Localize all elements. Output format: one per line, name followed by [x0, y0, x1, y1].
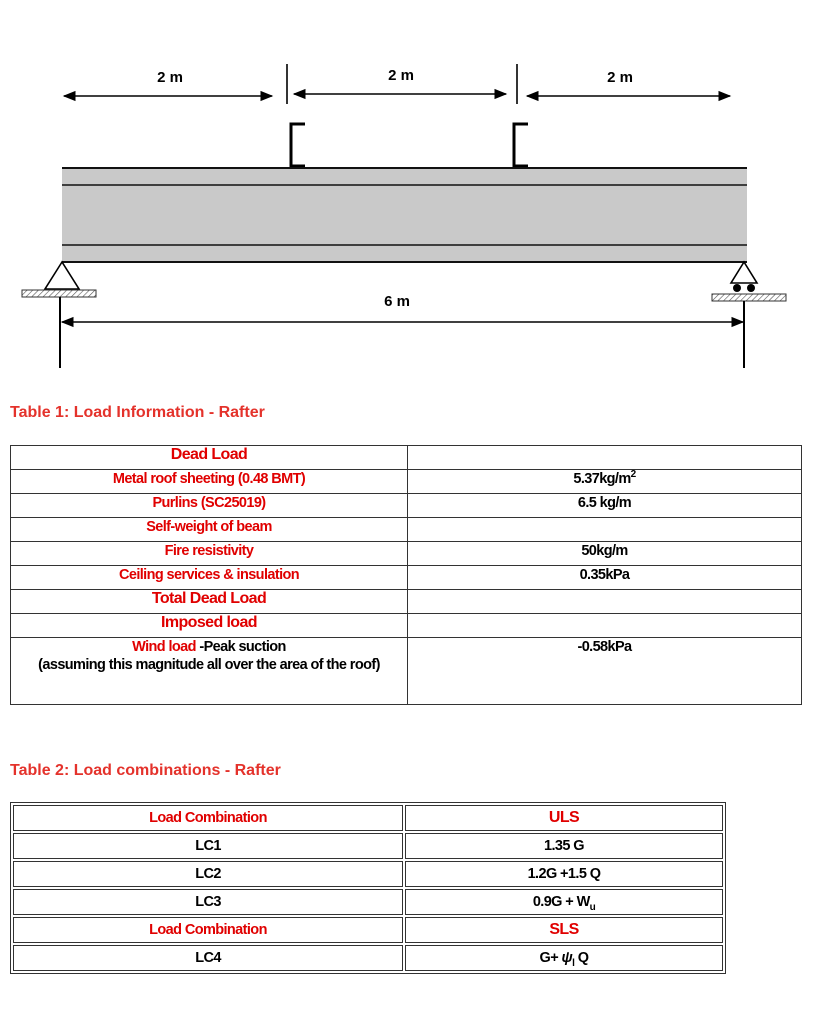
row-value: [405, 889, 723, 915]
row-label: Metal roof sheeting (0.48 BMT): [11, 470, 408, 494]
row-label: Ceiling services & insulation: [11, 566, 408, 590]
table-row: [13, 889, 723, 915]
wind-load-suffix: -Peak suction: [195, 639, 286, 655]
table-row: [11, 590, 802, 614]
row-value: [408, 470, 802, 494]
table-row: [13, 805, 723, 831]
span-label-2: 2 m: [388, 67, 414, 84]
row-label: Dead Load: [11, 446, 408, 470]
value-text: 0.9G + W: [532, 894, 590, 910]
table-row: [11, 494, 802, 518]
wind-load-note: (assuming this magnitude all over the area of the roof): [38, 657, 380, 673]
row-value: SLS: [405, 917, 723, 943]
row-value: [408, 446, 802, 470]
row-label: LC2: [13, 861, 403, 887]
value-end: Q: [577, 950, 589, 966]
load-combinations-table: [10, 802, 726, 974]
row-label: [11, 638, 408, 705]
wind-load-label: Wind load: [132, 639, 196, 655]
table1-caption: Table 1: Load Information - Rafter: [10, 404, 265, 421]
row-value: [405, 945, 723, 971]
row-value: ULS: [405, 805, 723, 831]
table-row: [11, 614, 802, 638]
table-row: [13, 917, 723, 943]
pin-support-left: [22, 262, 96, 368]
table-row: [13, 861, 723, 887]
value-subscript: u: [589, 901, 596, 913]
purlin-1: [291, 124, 305, 166]
total-span-label: 6 m: [384, 293, 410, 310]
row-label: Purlins (SC25019): [11, 494, 408, 518]
row-value: 1.35 G: [405, 833, 723, 859]
row-label: LC4: [13, 945, 403, 971]
purlin-2: [514, 124, 528, 166]
rafter-beam: [62, 168, 747, 262]
row-value: [408, 590, 802, 614]
row-label: Self-weight of beam: [11, 518, 408, 542]
table-row: [11, 542, 802, 566]
beam-diagram: [0, 0, 813, 380]
table-row: [13, 833, 723, 859]
row-value: [408, 518, 802, 542]
table-row: [11, 518, 802, 542]
value-text: 5.37kg/m: [573, 471, 631, 487]
table-row: [11, 566, 802, 590]
span-label-1: 2 m: [157, 69, 183, 86]
load-information-table: [10, 445, 802, 705]
row-value: 50kg/m: [408, 542, 802, 566]
roller-support-right: [712, 262, 786, 368]
span-label-3: 2 m: [607, 69, 633, 86]
row-label: Load Combination: [13, 805, 403, 831]
row-label: Load Combination: [13, 917, 403, 943]
row-label: LC1: [13, 833, 403, 859]
row-value: 6.5 kg/m: [408, 494, 802, 518]
table-row: [11, 446, 802, 470]
row-label: Fire resistivity: [11, 542, 408, 566]
row-label: Imposed load: [11, 614, 408, 638]
row-value: -0.58kPa: [408, 638, 802, 705]
value-superscript: 2: [630, 469, 636, 481]
row-value: 1.2G +1.5 Q: [405, 861, 723, 887]
psi-subscript: l: [572, 957, 575, 969]
row-label: Total Dead Load: [11, 590, 408, 614]
table-row: [13, 945, 723, 971]
psi-symbol: ψ: [561, 950, 573, 966]
table2-caption: Table 2: Load combinations - Rafter: [10, 762, 281, 779]
table-row: [11, 638, 802, 705]
row-value: [408, 614, 802, 638]
row-label: LC3: [13, 889, 403, 915]
table-row: [11, 470, 802, 494]
value-text: G+: [539, 950, 562, 966]
row-value: 0.35kPa: [408, 566, 802, 590]
